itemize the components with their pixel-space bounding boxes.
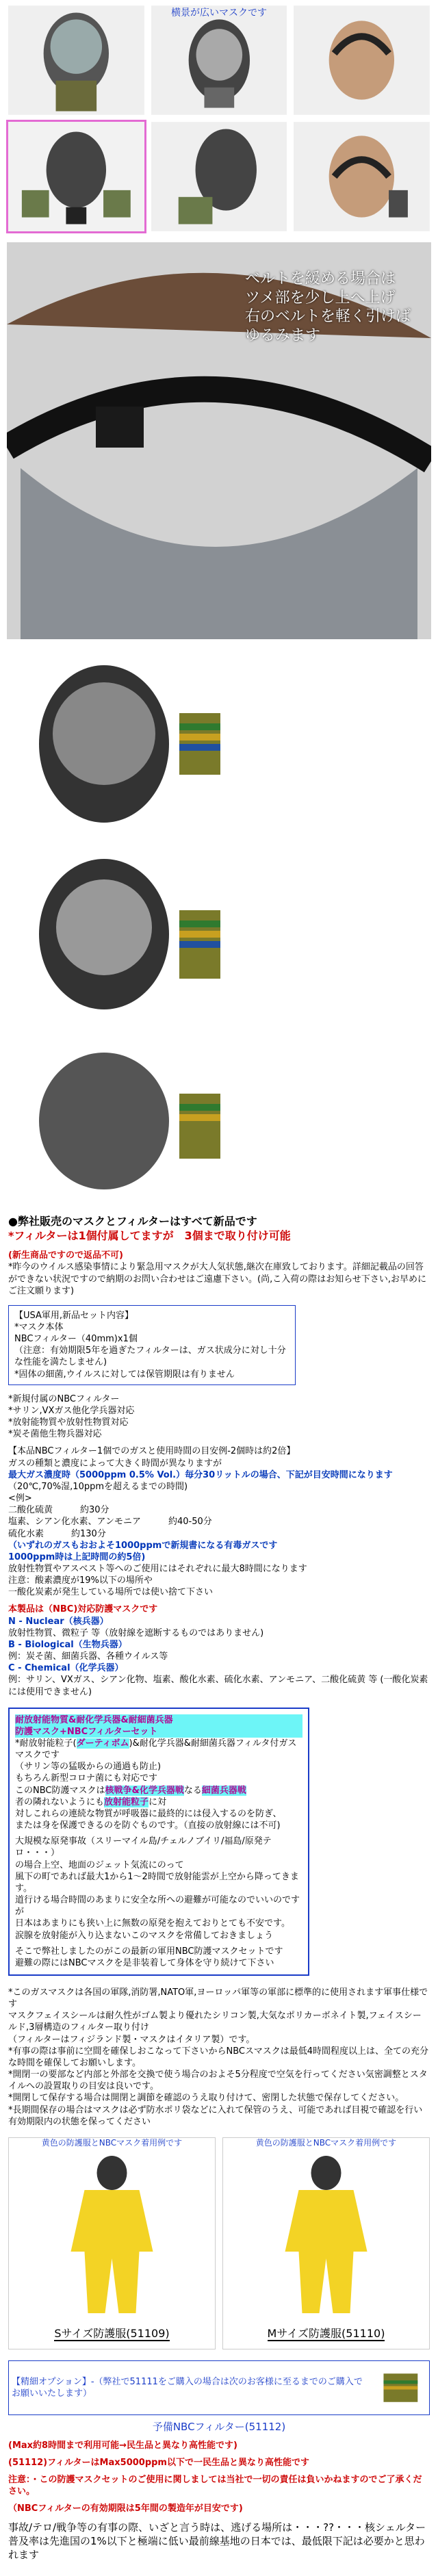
nbc-body: 例：サリン、VXガス、シアン化物、塩素、酸化水素、硫化水素、アンモニア、二酸化硫黄 等 (一酸化炭素には使用できません) — [8, 1675, 428, 1697]
mask-photo-side — [151, 5, 287, 115]
card-line: 涙腺を放射能が入り込まないこのマスクを常備しておきましょう — [15, 1930, 274, 1941]
card-text: )&耐化学兵器&耐細菌兵器フィルタ付ガスマスクです — [15, 1738, 297, 1761]
card-highlight: ダーティボム — [76, 1738, 129, 1749]
footer-red-section — [0, 2437, 438, 2518]
bullet-filter-count: *フィルターは1個付属してますが 3個まで取り付け可能 — [8, 1229, 291, 1243]
note-line: *長期間保存の場合はマスクは必ず防水ポリ袋などに入れて保管のうえ、可能であれば目視で確認を行い有効期限内の状態を保ってください — [8, 2104, 423, 2127]
feature-item: *炭そ菌他生物兵器対応 — [8, 1429, 102, 1440]
mask-side-two-image — [151, 122, 287, 231]
strap-adjust-photo — [7, 242, 431, 639]
mask-photo-back — [294, 5, 430, 115]
nbc-head: C - Chemical（化学兵器） — [8, 1663, 124, 1674]
card-highlight: 放射能粒子 — [104, 1796, 149, 1807]
strap-note-line: ゆるみます — [244, 326, 320, 344]
feature-item: *新規付属のNBCフィルター — [8, 1393, 120, 1404]
new-items-section — [0, 1247, 438, 1300]
card-text: なる — [183, 1785, 202, 1796]
suit-card-s[interactable] — [8, 2137, 216, 2349]
card-line: の場合上空、地面のジェット気流にのって — [15, 1859, 184, 1870]
card-line: または身を保護できるのを防ぐものです。（直接の放射線には不可) — [15, 1820, 281, 1831]
card-text: このNBC防護マスクは — [15, 1785, 105, 1796]
nbc-card — [8, 1708, 309, 1976]
mask-photo-head — [294, 122, 430, 231]
usa-set-line: （注意：有効期限5年を過ぎたフィルターは、ガス状成分に対し十分な性能を満たしません) — [14, 1345, 286, 1368]
card-line: 対しこれらの連続な物質が呼吸器に最終的には侵入するのを防ぎ、 — [15, 1808, 282, 1819]
note-line: マスクフェイスシールは耐久性がゴム製より優れたシリコン製,大気なポリカーボネイト製,フェイスシールド,3層構造のフィルター取り付け — [8, 2011, 422, 2033]
card-line: （サリン等の猛吸からの通過も防止) — [15, 1762, 162, 1773]
notes-section — [0, 1983, 438, 2132]
mask-photo-grid — [0, 0, 438, 237]
note-line: *開閉して保存する場合は開閉と調節を確認のうえ取り付けて、密閉した状態で保存してください。 — [8, 2093, 404, 2104]
option-row[interactable] — [8, 2360, 430, 2415]
protective-suits — [0, 2132, 438, 2355]
features-list — [0, 1391, 438, 1443]
new-items-body: *昨今のウイルス感染事情により緊急用マスクが大人気状態,継次在庫致しております。詳細記載品の回答ができない状況ですので納期のお問い合わせはご遠慮下さい。(尚,こ入荷の際はお知らせ下さい,お早めにご注文願ります) — [8, 1262, 426, 1296]
spec-1000b: 1000ppm時は上記時間の約5倍) — [8, 1551, 146, 1562]
suit-header: 黄色の防護服とNBCマスク着用例です — [255, 2137, 397, 2148]
card-title-2: 防護マスク+NBCフィルターセット — [15, 1726, 302, 1738]
card-line: 大規模な原発事故（スリーマイル島/チェルノブイリ/福島/原発テロ・・・） — [15, 1836, 272, 1859]
spec-row — [8, 1516, 430, 1528]
footer-red-line: 注意：・この防護マスクセットのご使用に関しましては当社で一切の責任は負いかねますのでご了承ください。 — [8, 2474, 422, 2497]
note-line: *開閉一の要部など内部と外部を交換で使う場合のおよそ5分程度で空気を行ってください気密調整とスタイルへの設置取りの目安は良いです。 — [8, 2070, 428, 2092]
option-text: 【精細オプション】-（弊社で51111をご購入の場合は次のお客様に至るまでのご購入でお願いいたします） — [12, 2376, 363, 2399]
card-line: 避難の際にはNBCマスクを是非装着して身体を守り続けて下さい — [15, 1957, 274, 1968]
feature-item: *放射能物質や放射性物質対応 — [8, 1417, 129, 1428]
strap-note-line: ツメ部を少し上へ上げ — [244, 289, 396, 307]
product-photo-1 — [8, 658, 275, 829]
spec-section — [0, 1443, 438, 1601]
spec-1000: （いずれのガスもおおよそ1000ppmで新規書になる有毒ガスです — [8, 1540, 278, 1551]
top-caption: 横景が広いマスクです — [170, 8, 267, 18]
spec-time: 約40-50分 — [168, 1517, 212, 1528]
mask-photo-front — [8, 5, 144, 115]
usa-set-line: *固体の細菌,ウイルスに対しては保管期限は有りません — [14, 1369, 235, 1380]
card-line — [15, 1738, 302, 1761]
usa-set-box — [8, 1305, 296, 1385]
card-line: そこで弊社しましたのがこの最新の軍用NBC防護マスクセットです — [15, 1946, 283, 1957]
note-line: （フィルターはフィジランド製・マスクはイタリア製）です。 — [8, 2034, 255, 2045]
usa-set-line: *マスク本体 — [14, 1322, 64, 1332]
product-bullets — [0, 1210, 438, 1247]
mask-head-image — [294, 122, 430, 231]
spec-time: 約30分 — [80, 1505, 110, 1516]
strap-adjust-note — [245, 270, 411, 345]
spec-intro: ガスの種類と濃度によって大きく時間が異なりますが — [8, 1458, 222, 1469]
card-line — [15, 1796, 302, 1808]
spec-gas: 塩素、シアン化水素、アンモニア — [8, 1517, 141, 1528]
strap-note-line: 右のベルトを軽く引けば — [244, 308, 411, 325]
mask-side-image — [151, 5, 287, 115]
usa-set-line: NBCフィルター（40mm)x1個 — [14, 1334, 138, 1345]
spec-tail-line: 一酸化炭素が発生している場所では使い捨て下さい — [8, 1587, 214, 1598]
card-title-1: 耐放射能物質&耐化学兵器&耐細菌兵器 — [15, 1714, 302, 1726]
footer-red-line: (51112)フィルターはMax5000ppm以下で一民生品と異なり高性能です — [8, 2457, 309, 2468]
spec-row — [8, 1504, 430, 1516]
spec-title: 【本品NBCフィルター1個でのガスと使用時間の目安例-2個時は約2倍】 — [8, 1446, 296, 1457]
mask-filters-image — [8, 122, 144, 231]
card-line — [15, 1785, 302, 1796]
nbc-body: 例：炭そ菌、細菌兵器、各種ウイルス等 — [8, 1651, 168, 1662]
mask-photo-side-two — [151, 122, 287, 231]
footer-red-line: (Max約8時間まで利用可能→民生品と異なり高性能です) — [8, 2440, 237, 2451]
spec-example: <例> — [8, 1493, 32, 1504]
card-highlight: 核戦争&化学兵器戦 — [105, 1785, 184, 1796]
final-text: 事故/テロ/戦争等の有事の際、いざと言う時は、逃げる場所は・・・??・・・核シェルター普及率は先進国の1%以下と極端に低い最前線基地の日本では、最低限下記は必要かと思われます — [8, 2521, 426, 2562]
yellow-suit-image — [9, 2149, 215, 2320]
nbc-body: 放射性物質、微粒子 等（放射線を遮断するものではありません) — [8, 1627, 264, 1638]
spec-cond: （20℃,70%湿,10ppmを超えるまでの時間) — [8, 1481, 188, 1492]
mask-back-image — [294, 5, 430, 115]
yellow-suit-image-2 — [223, 2149, 429, 2320]
note-line: *有事の際は事前に空間を確保しおこなって下さいからNBCスマスクは最低4時間程度以上は、全ての充分な時間を確保してお願いします。 — [8, 2046, 429, 2068]
mask-photo-filters — [8, 122, 144, 231]
feature-item: *サリン,VXガス他化学兵器対応 — [8, 1405, 135, 1416]
card-text: *耐放射能粒子( — [15, 1738, 77, 1749]
spec-row — [8, 1528, 430, 1540]
spec-time: 約130分 — [71, 1528, 106, 1539]
product-photo-3 — [8, 1039, 275, 1210]
bullet-new-items: ●弊社販売のマスクとフィルターはすべて新品です — [8, 1215, 257, 1228]
new-items-title: (新生商品ですので返品不可) — [8, 1250, 123, 1261]
suit-header: 黄色の防護服とNBCマスク着用例です — [41, 2137, 183, 2148]
suit-card-m[interactable] — [222, 2137, 430, 2349]
filter-icon — [375, 2364, 426, 2412]
product-photo-2 — [8, 849, 275, 1020]
card-text: 者の隣れないようにも — [15, 1796, 105, 1807]
suit-label-text: Mサイズ防護服(51110) — [267, 2327, 385, 2341]
product-photo-mask-and-filter — [8, 658, 275, 829]
spec-main: 最大ガス濃度時（5000ppm 0.5% Vol.）毎分30リットルの場合、下記が目安時間になります — [8, 1469, 393, 1480]
suit-label — [223, 2326, 429, 2341]
footer-red-line: （NBCフィルターの有効期限は5年間の製造年が目安です) — [8, 2503, 243, 2514]
option-label[interactable]: 予備NBCフィルター(51112) — [152, 2420, 286, 2433]
product-photo-mask-and-filter-two — [8, 849, 275, 1020]
spec-tail-line: 放射性物質やアスベスト等へのご使用にはそれぞれに最大8時間になります — [8, 1563, 307, 1574]
product-photo-mask-and-filter-three — [8, 1039, 275, 1210]
strap-note-line: ベルトを緩める場合は — [244, 270, 396, 287]
mask-front-image — [8, 5, 144, 115]
nbc-section — [0, 1601, 438, 1700]
card-line: もちろん新型コロナ菌にも対応です — [15, 1773, 158, 1784]
card-highlight: 細菌兵器戦 — [201, 1785, 246, 1796]
card-line: 道行ける場合時間のあまりに安全な所への避難が可能なのでいいのですが — [15, 1895, 300, 1918]
card-line: 日本はあまりにも狭い上に無数の原発を抱えておりとても不安です。 — [15, 1918, 290, 1929]
card-text: に対 — [149, 1796, 167, 1807]
suit-label — [9, 2326, 215, 2341]
spec-gas: 硫化水素 — [8, 1528, 44, 1539]
nbc-head: N - Nuclear（核兵器） — [8, 1616, 109, 1627]
spec-gas: 二酸化硫黄 — [8, 1505, 53, 1516]
note-line: *このガスマスクは各国の軍隊,消防署,NATO軍,ヨーロッパ軍等の軍部に標準的に使用されます軍事仕様です — [8, 1987, 428, 2010]
nbc-title: 本製品は（NBC)対応防護マスクです — [8, 1604, 158, 1615]
card-line: 風下の町であれば最大1から1〜2時間で放射能雲が上空から降ってきます。 — [15, 1871, 299, 1894]
suit-label-text: Sサイズ防護服(51109) — [54, 2327, 170, 2341]
spec-tail-line: 注意：酸素濃度が19%以下の場所や — [8, 1575, 153, 1586]
usa-set-title: 【USA軍用,新品セット内容】 — [14, 1310, 134, 1321]
nbc-head: B - Biological（生物兵器） — [8, 1639, 127, 1650]
